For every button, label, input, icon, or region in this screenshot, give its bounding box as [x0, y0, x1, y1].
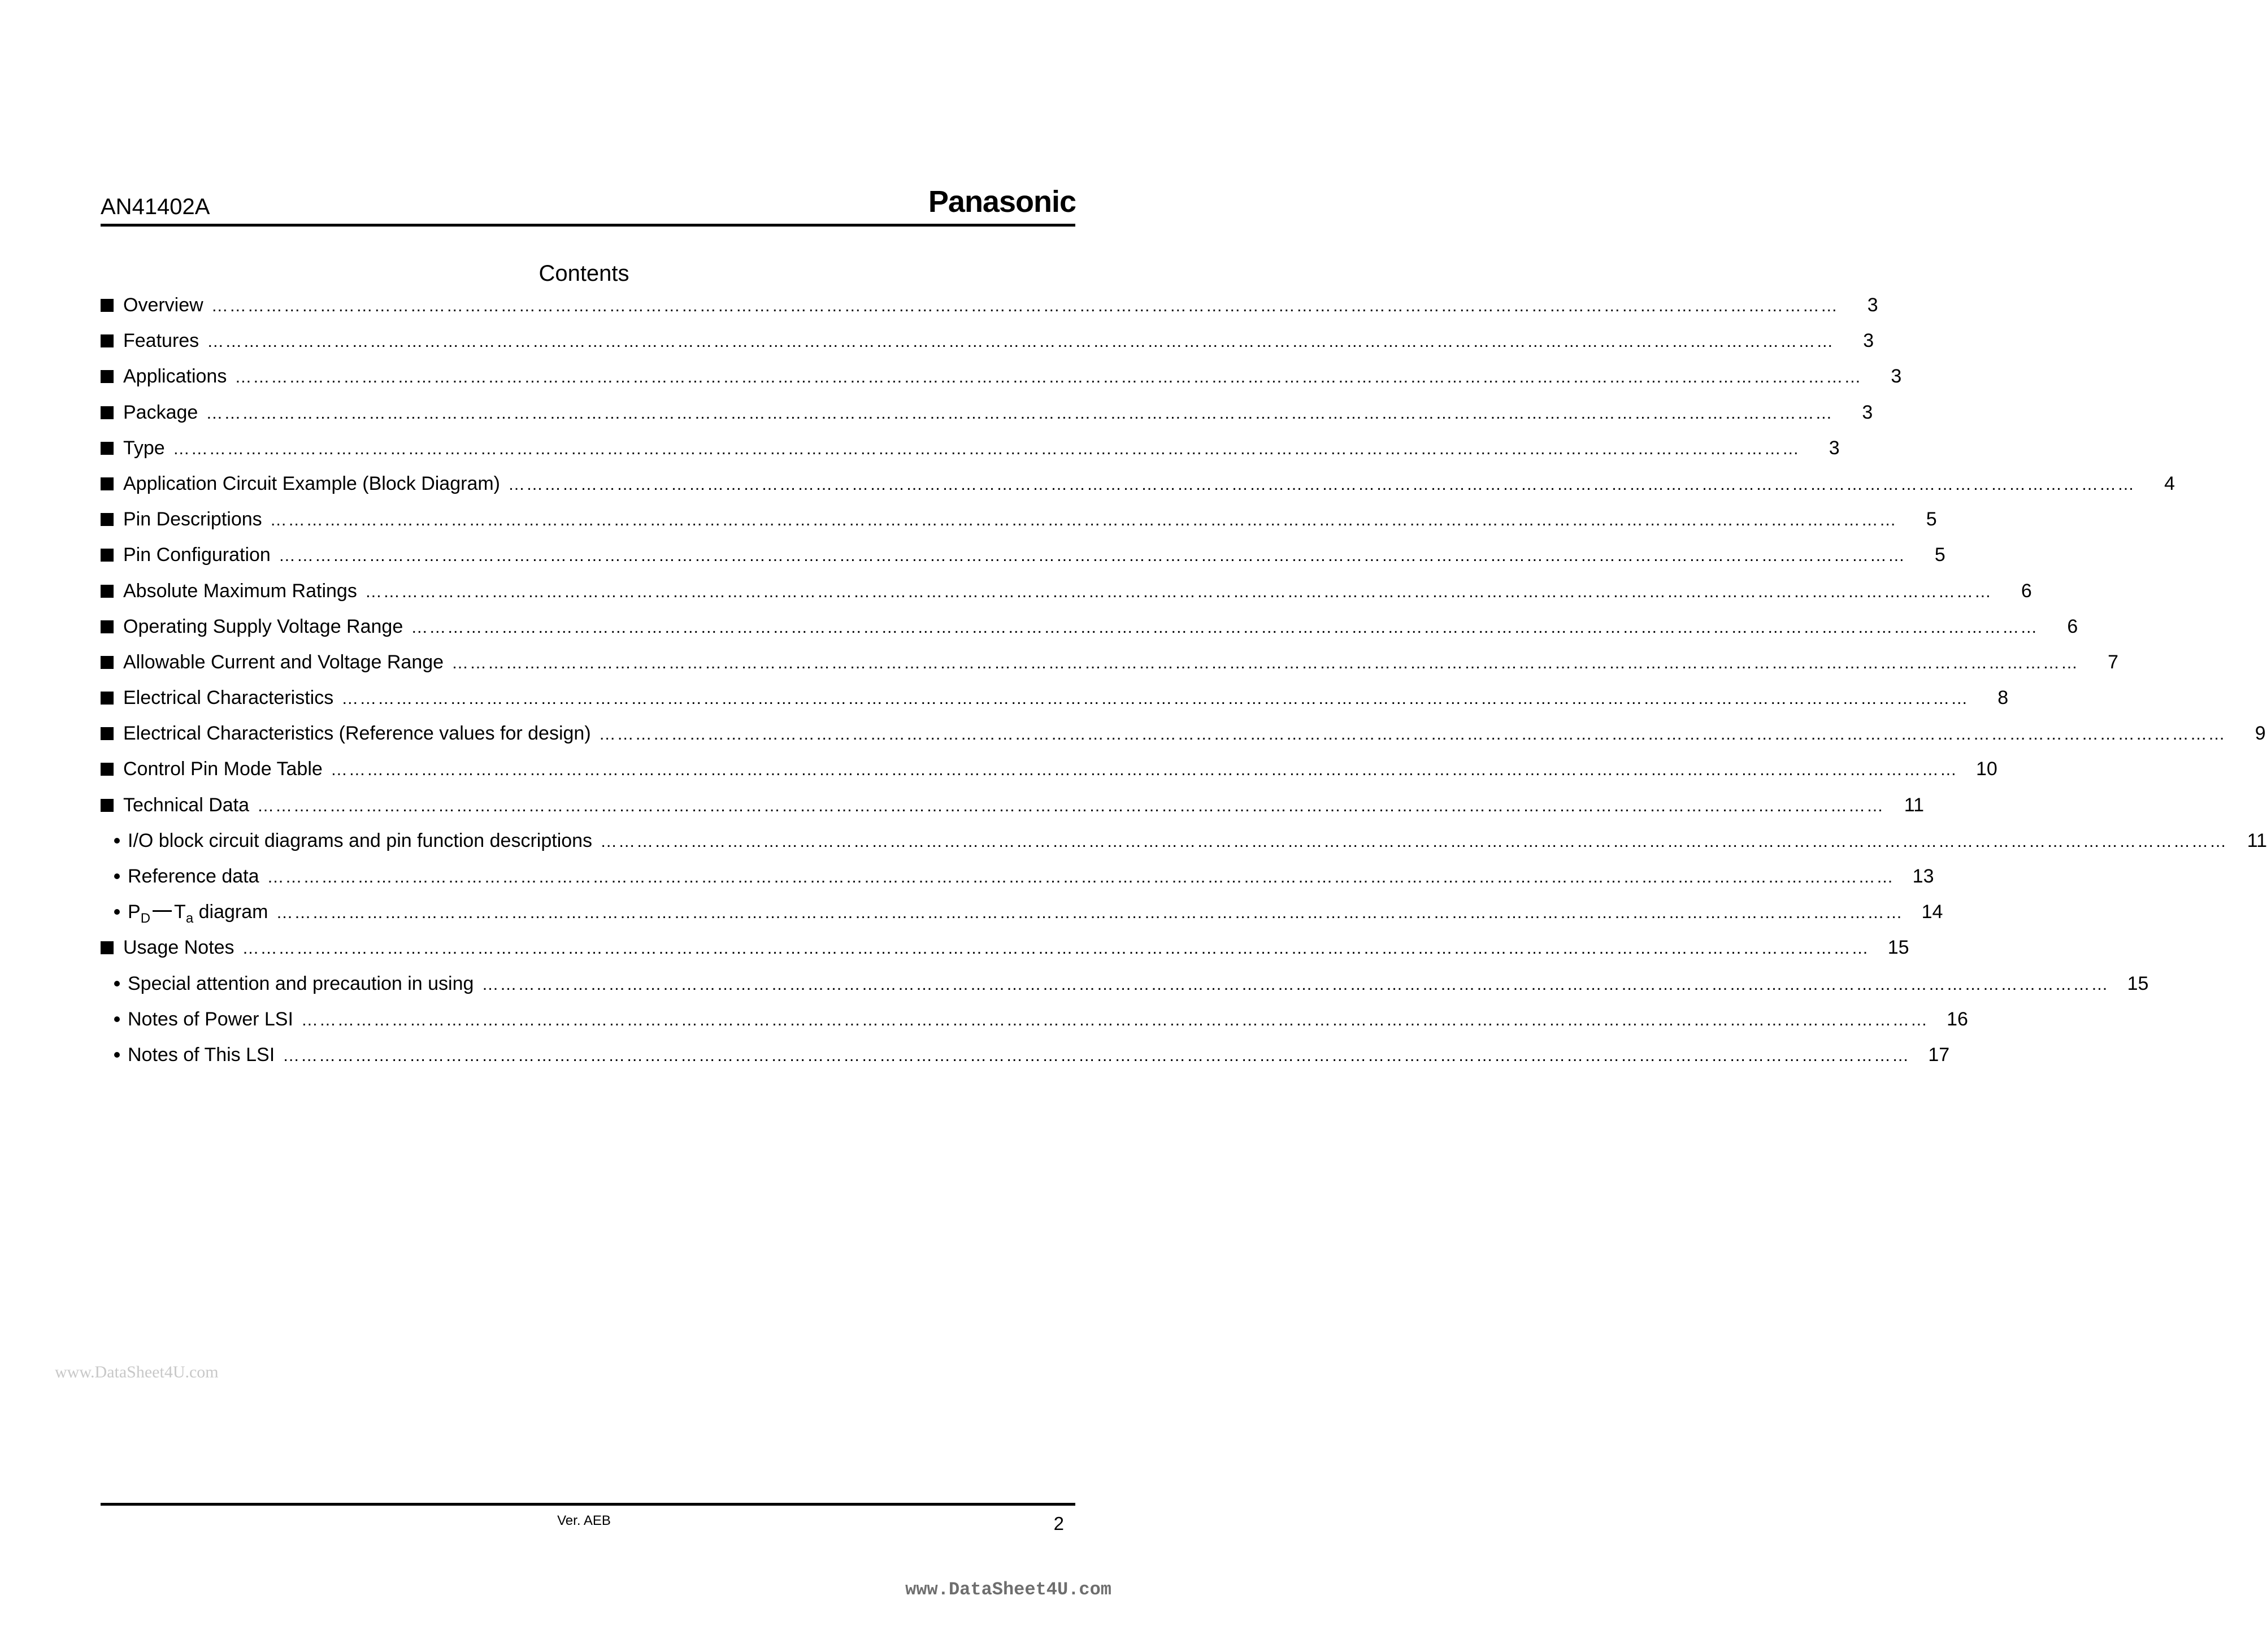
toc-entry-page: 8 [1997, 687, 2009, 709]
toc-entry-label: Features [123, 330, 199, 352]
dot-leader: ……………………………………………………………………………………………………………………………………………………………………………………………………………………………………………… [206, 403, 1834, 423]
square-bullet-icon [101, 330, 123, 352]
toc-entry-label: Applications [123, 366, 227, 388]
diagram-word: diagram [198, 901, 268, 923]
toc-entry-label: Absolute Maximum Ratings [123, 580, 357, 602]
square-bullet-icon [101, 651, 123, 673]
toc-subentry-reference-data[interactable] [101, 866, 1934, 901]
toc-entry-electrical-characteristics-reference[interactable] [101, 723, 2266, 758]
square-bullet-icon [101, 402, 123, 424]
dot-leader: ……………………………………………………………………………………………………………………………………………………………………………………………………………………………………………… [301, 1010, 1929, 1029]
table-of-contents [101, 294, 2267, 1080]
toc-entry-label: Notes of Power LSI [128, 1008, 293, 1030]
toc-entry-type[interactable] [101, 437, 1840, 473]
dot-leader: ……………………………………………………………………………………………………………………………………………………………………………………………………………………………………………… [341, 689, 1969, 708]
square-bullet-icon [101, 294, 123, 316]
dot-leader: ……………………………………………………………………………………………………………………………………………………………………………………………………………………………………………… [172, 439, 1800, 458]
toc-subentry-io-block-circuit[interactable] [101, 829, 2267, 866]
toc-entry-absolute-maximum-ratings[interactable] [101, 580, 2032, 616]
toc-entry-usage-notes[interactable] [101, 937, 1909, 972]
toc-entry-page: 3 [1862, 401, 1873, 423]
toc-entry-label [128, 901, 268, 927]
square-bullet-icon [101, 723, 123, 745]
toc-subentry-pd-ta-diagram[interactable] [101, 901, 1943, 937]
toc-entry-page: 6 [2067, 615, 2078, 637]
dot-leader: ……………………………………………………………………………………………………………………………………………………………………………………………………………………………………………… [508, 475, 2136, 494]
toc-entry-page: 3 [1891, 366, 1902, 388]
toc-entry-label: Package [123, 401, 198, 423]
toc-entry-page: 5 [1926, 508, 1937, 531]
toc-entry-pin-descriptions[interactable] [101, 508, 1937, 544]
toc-entry-page: 11 [1904, 794, 1925, 816]
toc-entry-operating-supply-voltage[interactable] [101, 615, 2078, 651]
toc-entry-control-pin-mode-table[interactable] [101, 758, 1997, 794]
toc-entry-allowable-current-voltage[interactable] [101, 651, 2119, 687]
toc-entry-label: Technical Data [123, 794, 250, 816]
round-bullet-icon [114, 1008, 128, 1031]
toc-entry-technical-data[interactable] [101, 794, 1925, 830]
dot-leader: ……………………………………………………………………………………………………………………………………………………………………………………………………………………………………………… [481, 975, 2109, 994]
toc-entry-page: 9 [2255, 723, 2266, 745]
round-bullet-icon [114, 830, 128, 852]
square-bullet-icon [101, 937, 123, 959]
toc-entry-application-circuit[interactable] [101, 472, 2175, 508]
toc-title: Contents [538, 261, 629, 286]
square-bullet-icon [101, 758, 123, 780]
dot-leader: ……………………………………………………………………………………………………………………………………………………………………………………………………………………………………………… [283, 1046, 1910, 1065]
toc-entry-page: 3 [1867, 294, 1878, 316]
toc-subentry-notes-this-lsi[interactable] [101, 1044, 1950, 1080]
square-bullet-icon [101, 508, 123, 531]
toc-entry-page: 11 [2247, 829, 2267, 851]
toc-entry-page: 7 [2108, 651, 2119, 673]
toc-entry-page: 10 [1975, 758, 1997, 780]
dot-leader: ……………………………………………………………………………………………………………………………………………………………………………………………………………………………………………… [211, 297, 1839, 315]
toc-entry-page: 3 [1829, 437, 1840, 459]
square-bullet-icon [101, 437, 123, 459]
dot-leader: ……………………………………………………………………………………………………………………………………………………………………………………………………………………………………………… [242, 939, 1870, 958]
toc-entry-page: 4 [2164, 472, 2175, 494]
toc-entry-applications[interactable] [101, 366, 1902, 401]
part-number: AN41402A [101, 194, 210, 219]
footer-version: Ver. AEB [557, 1513, 611, 1528]
footer-divider [101, 1503, 1075, 1506]
toc-entry-page: 13 [1912, 866, 1934, 887]
toc-subentry-notes-power-lsi[interactable] [101, 1008, 1968, 1044]
round-bullet-icon [114, 973, 128, 995]
toc-entry-label: Pin Configuration [123, 544, 271, 566]
toc-entry-label: Application Circuit Example (Block Diagram) [123, 472, 501, 494]
dot-leader: ……………………………………………………………………………………………………………………………………………………………………………………………………………………………………………… [234, 368, 1862, 387]
toc-entry-label: Pin Descriptions [123, 508, 262, 531]
dot-leader: ……………………………………………………………………………………………………………………………………………………………………………………………………………………………………………… [364, 582, 1992, 601]
round-bullet-icon [114, 901, 128, 923]
dot-leader: ……………………………………………………………………………………………………………………………………………………………………………………………………………………………………………… [411, 618, 2039, 637]
pd-subscript: D [140, 911, 151, 927]
square-bullet-icon [101, 616, 123, 638]
toc-entry-page: 6 [2021, 580, 2032, 602]
brand-logo: Panasonic [928, 185, 1076, 219]
toc-entry-features[interactable] [101, 330, 1874, 366]
dot-leader: ……………………………………………………………………………………………………………………………………………………………………………………………………………………………………………… [276, 903, 1904, 923]
watermark-bottom[interactable]: www.DataSheet4U.com [905, 1579, 1111, 1600]
toc-entry-page: 5 [1934, 544, 1945, 566]
toc-entry-label: I/O block circuit diagrams and pin function descriptions [128, 829, 593, 851]
toc-entry-label: Electrical Characteristics (Reference values for design) [123, 723, 591, 745]
round-bullet-icon [114, 866, 128, 888]
toc-entry-page: 15 [1887, 937, 1909, 959]
toc-entry-label: Electrical Characteristics [123, 687, 334, 709]
dot-leader: ……………………………………………………………………………………………………………………………………………………………………………………………………………………………………………… [257, 796, 1885, 815]
toc-entry-page: 14 [1921, 901, 1943, 923]
dot-leader: ……………………………………………………………………………………………………………………………………………………………………………………………………………………………………………… [267, 868, 1895, 886]
toc-entry-label: Allowable Current and Voltage Range [123, 651, 444, 673]
toc-entry-page: 17 [1928, 1044, 1950, 1066]
toc-entry-page: 3 [1863, 330, 1874, 352]
ta-subscript: a [185, 911, 194, 927]
header-divider [101, 224, 1075, 227]
round-bullet-icon [114, 1044, 128, 1066]
toc-entry-label: Control Pin Mode Table [123, 758, 323, 780]
square-bullet-icon [101, 473, 123, 495]
toc-entry-label: Notes of This LSI [128, 1044, 275, 1066]
toc-entry-label: Special attention and precaution in using [128, 972, 474, 994]
square-bullet-icon [101, 687, 123, 709]
dot-leader: ……………………………………………………………………………………………………………………………………………………………………………………………………………………………………………… [600, 832, 2228, 851]
square-bullet-icon [101, 794, 123, 816]
toc-entry-label: Reference data [128, 866, 259, 887]
dot-leader: ……………………………………………………………………………………………………………………………………………………………………………………………………………………………………………… [598, 725, 2226, 744]
toc-entry-electrical-characteristics[interactable] [101, 687, 2009, 723]
toc-entry-label: Type [123, 437, 165, 459]
toc-entry-label: Operating Supply Voltage Range [123, 615, 403, 637]
toc-entry-label: Overview [123, 294, 203, 316]
ta-symbol: T [174, 901, 186, 923]
pd-symbol: P [128, 901, 141, 923]
watermark-left: www.DataSheet4U.com [55, 1363, 219, 1381]
square-bullet-icon [101, 544, 123, 566]
toc-entry-page: 16 [1947, 1008, 1968, 1030]
footer-page-number: 2 [1053, 1513, 1064, 1534]
dot-leader: ……………………………………………………………………………………………………………………………………………………………………………………………………………………………………………… [451, 653, 2079, 672]
toc-entry-package[interactable] [101, 401, 1873, 437]
square-bullet-icon [101, 366, 123, 388]
toc-entry-overview[interactable] [101, 294, 1878, 330]
square-bullet-icon [101, 580, 123, 602]
em-dash [153, 910, 172, 912]
dot-leader: ……………………………………………………………………………………………………………………………………………………………………………………………………………………………………………… [270, 511, 1897, 530]
toc-entry-pin-configuration[interactable] [101, 544, 1945, 580]
toc-entry-label: Usage Notes [123, 937, 234, 959]
dot-leader: ……………………………………………………………………………………………………………………………………………………………………………………………………………………………………………… [330, 760, 1958, 780]
toc-entry-page: 15 [2127, 972, 2149, 994]
dot-leader: ……………………………………………………………………………………………………………………………………………………………………………………………………………………………………………… [278, 546, 1906, 566]
dot-leader: ……………………………………………………………………………………………………………………………………………………………………………………………………………………………………………… [207, 332, 1835, 351]
toc-subentry-special-attention[interactable] [101, 972, 2149, 1008]
